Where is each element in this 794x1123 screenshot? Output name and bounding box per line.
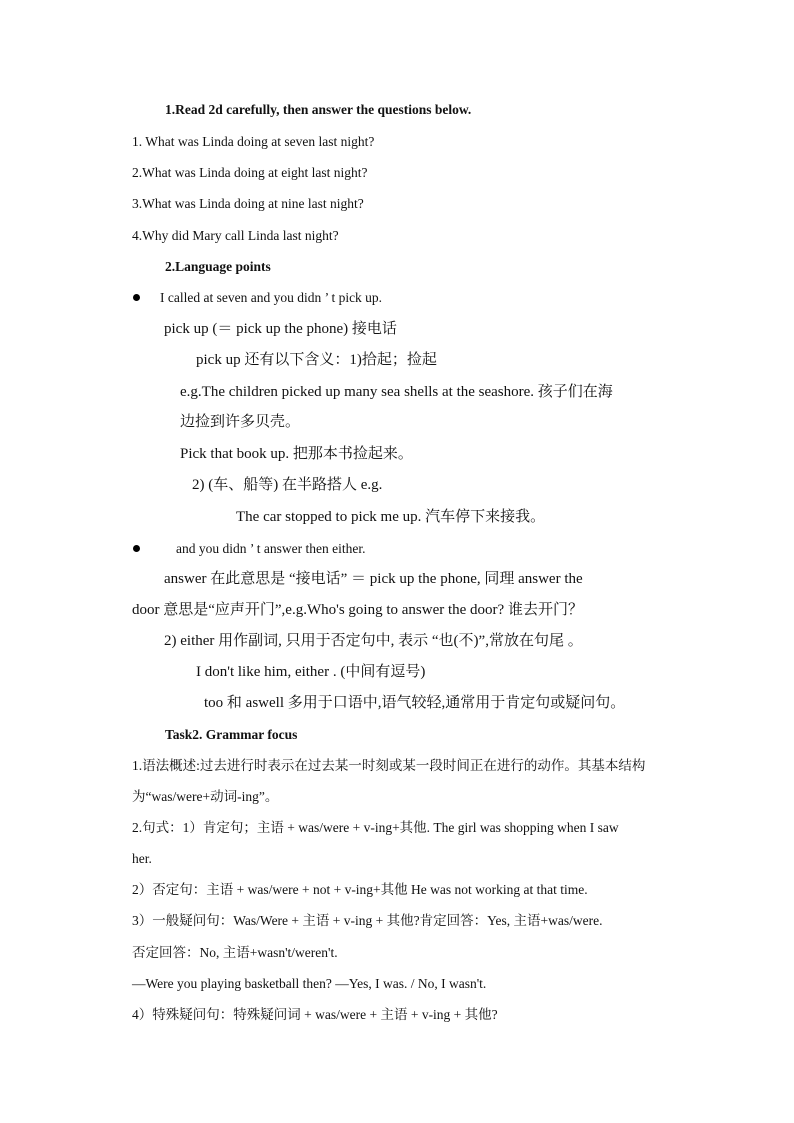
answer-meaning-line2: door 意思是“应声开门”,e.g.Who's going to answer the door? 谁去开门？ <box>132 602 583 618</box>
bullet-dot <box>133 294 140 301</box>
grammar-overview-line1: 1.语法概述:过去进行时表示在过去某一时刻或某一段时间正在进行的动作。其基本结构 <box>132 758 646 773</box>
pattern-affirmative-line1: 2.句式：1）肯定句；主语 + was/were + v-ing+其他. The girl was shopping when I saw <box>132 820 619 835</box>
section2-heading: 2.Language points <box>165 259 271 274</box>
pickup-definition: pick up (＝ pick up the phone) 接电话 <box>164 321 397 337</box>
meaning-give-ride: 2) (车、船等) 在半路搭人 e.g. <box>192 477 383 493</box>
example-pick-book: Pick that book up. 把那本书捡起来。 <box>180 446 413 462</box>
bullet-dot <box>133 545 140 552</box>
example-car-stopped: The car stopped to pick me up. 汽车停下来接我。 <box>236 509 546 525</box>
grammar-overview-line2: 为“was/were+动词-ing”。 <box>132 789 279 804</box>
bullet-sentence-2: and you didn ’ t answer then either. <box>176 541 366 556</box>
either-rule: 2) either 用作副词, 只用于否定句中, 表示 “也(不)”,常放在句尾 。 <box>164 633 583 649</box>
pattern-general-question-line2: 否定回答：No, 主语+wasn't/weren't. <box>132 945 338 960</box>
question-4: 4.Why did Mary call Linda last night? <box>132 228 339 243</box>
task2-heading: Task2. Grammar focus <box>165 727 298 742</box>
example-seashells-line2: 边捡到许多贝壳。 <box>180 414 301 430</box>
question-2: 2.What was Linda doing at eight last night? <box>132 165 368 180</box>
section1-heading: 1.Read 2d carefully, then answer the questions below. <box>165 102 472 117</box>
pattern-affirmative-line2: her. <box>132 851 152 866</box>
question-3: 3.What was Linda doing at nine last night? <box>132 196 364 211</box>
too-aswell-note: too 和 aswell 多用于口语中,语气较轻,通常用于肯定句或疑问句。 <box>204 695 626 711</box>
pickup-other-meanings: pick up 还有以下含义：1)拾起；捡起 <box>196 352 437 368</box>
example-dialogue: —Were you playing basketball then? —Yes, I was. / No, I wasn't. <box>132 976 487 991</box>
answer-meaning-line1: answer 在此意思是 “接电话” ＝ pick up the phone, 同理 answer the <box>164 571 583 587</box>
question-1: 1. What was Linda doing at seven last night? <box>132 134 375 149</box>
pattern-general-question-line1: 3）一般疑问句：Was/Were + 主语 + v-ing + 其他?肯定回答：Yes, 主语+was/were. <box>132 913 603 928</box>
pattern-negative: 2）否定句：主语 + was/were + not + v-ing+其他 He was not working at that time. <box>132 882 588 897</box>
either-example: I don't like him, either . (中间有逗号) <box>196 664 426 680</box>
pattern-special-question: 4）特殊疑问句：特殊疑问词 + was/were + 主语 + v-ing + 其他? <box>132 1007 498 1022</box>
bullet-sentence-1: I called at seven and you didn ’ t pick up. <box>160 290 383 305</box>
example-seashells-line1: e.g.The children picked up many sea shells at the seashore. 孩子们在海 <box>180 384 613 400</box>
